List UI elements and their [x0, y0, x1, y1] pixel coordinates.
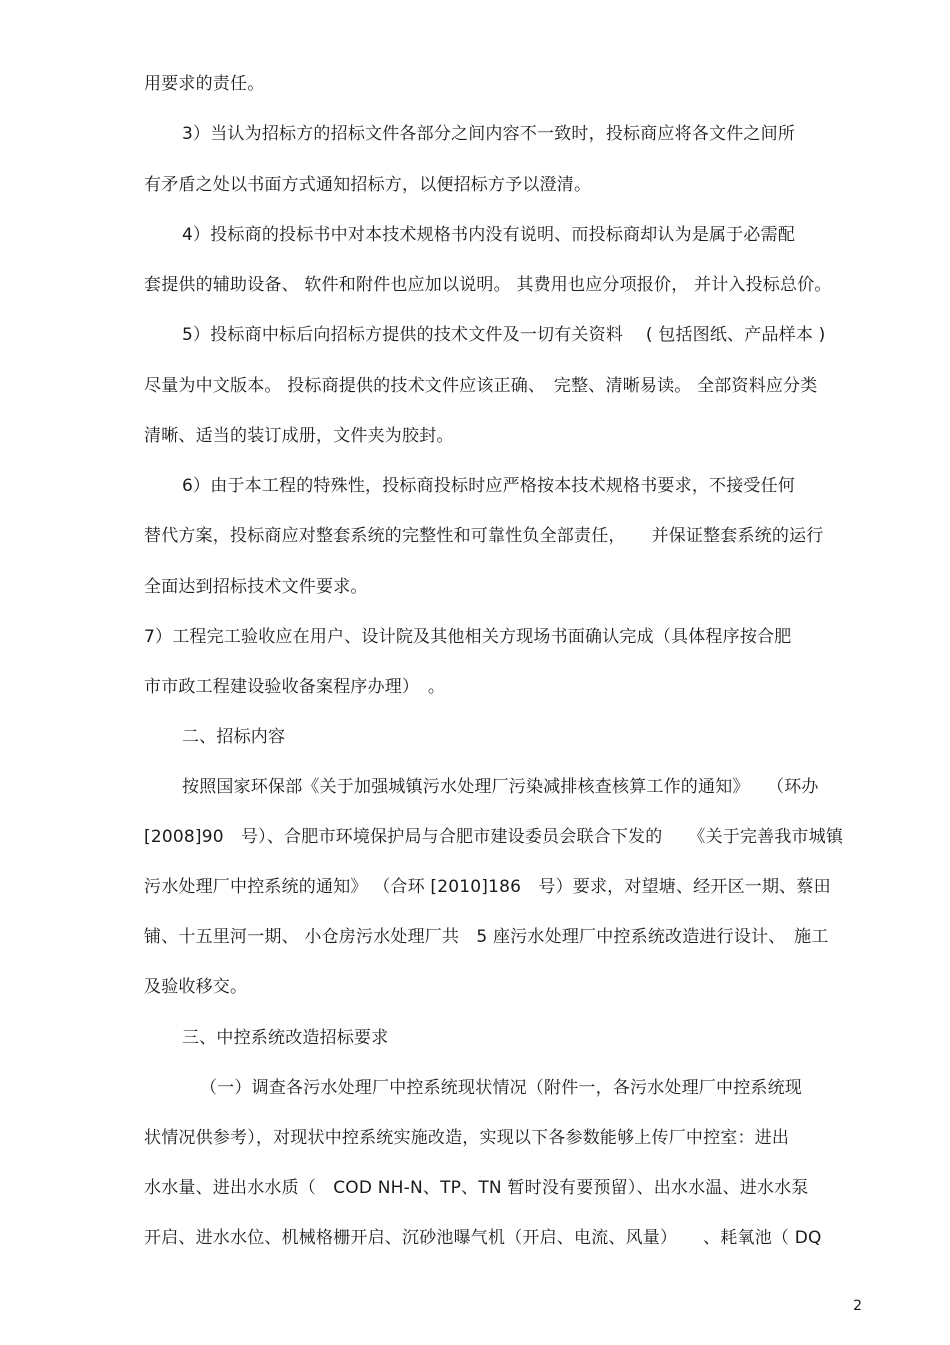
text-line: 水水量、进出水水质（ COD NH-N、TP、TN 暂时没有要预留）、出水水温、进水水泵	[144, 1178, 809, 1198]
text-line: 替代方案，投标商应对整套系统的完整性和可靠性负全部责任， 并保证整套系统的运行	[144, 526, 824, 546]
text-line: 用要求的责任。	[144, 74, 265, 94]
text-line: 开启、进水水位、机械格栅开启、沉砂池曝气机（开启、电流、风量） 、耗氧池（ DQ	[144, 1228, 822, 1248]
section-heading: 三、中控系统改造招标要求	[182, 1028, 389, 1048]
text-line: 市市政工程建设验收备案程序办理） 。	[144, 677, 446, 697]
text-line: 尽量为中文版本。 投标商提供的技术文件应该正确、 完整、清晰易读。 全部资料应分类	[144, 376, 818, 396]
text-line: 3）当认为招标方的招标文件各部分之间内容不一致时，投标商应将各文件之间所	[182, 124, 796, 144]
text-line: 5）投标商中标后向招标方提供的技术文件及一切有关资料 ( 包括图纸、产品样本 )	[182, 325, 826, 345]
text-line: 铺、十五里河一期、 小仓房污水处理厂共 5 座污水处理厂中控系统改造进行设计、 施工	[144, 927, 829, 947]
text-line: 及验收移交。	[144, 977, 248, 997]
text-line: 7）工程完工验收应在用户、设计院及其他相关方现场书面确认完成（具体程序按合肥	[144, 627, 792, 647]
text-line: 套提供的辅助设备、 软件和附件也应加以说明。 其费用也应分项报价， 并计入投标总价。	[144, 275, 832, 295]
text-line: 状情况供参考），对现状中控系统实施改造，实现以下各参数能够上传厂中控室：进出	[144, 1128, 790, 1148]
page-number: 2	[853, 1298, 862, 1314]
text-line: 有矛盾之处以书面方式通知招标方，以便招标方予以澄清。	[144, 175, 592, 195]
section-heading: 二、招标内容	[182, 727, 286, 747]
text-line: 6）由于本工程的特殊性，投标商投标时应严格按本技术规格书要求，不接受任何	[182, 476, 796, 496]
text-line: [2008]90 号）、合肥市环境保护局与合肥市建设委员会联合下发的 《关于完善我市城镇	[144, 827, 844, 847]
text-line: 4）投标商的投标书中对本技术规格书内没有说明、而投标商却认为是属于必需配	[182, 225, 796, 245]
text-line: （一）调查各污水处理厂中控系统现状情况（附件一，各污水处理厂中控系统现	[200, 1078, 802, 1098]
text-line: 全面达到招标技术文件要求。	[144, 577, 368, 597]
text-line: 按照国家环保部《关于加强城镇污水处理厂污染减排核查核算工作的通知》 （环办	[182, 777, 819, 797]
text-line: 清晰、适当的装订成册，文件夹为胶封。	[144, 426, 454, 446]
text-line: 污水处理厂中控系统的通知》 （合环 [2010]186 号）要求，对望塘、经开区一期、蔡田	[144, 877, 831, 897]
